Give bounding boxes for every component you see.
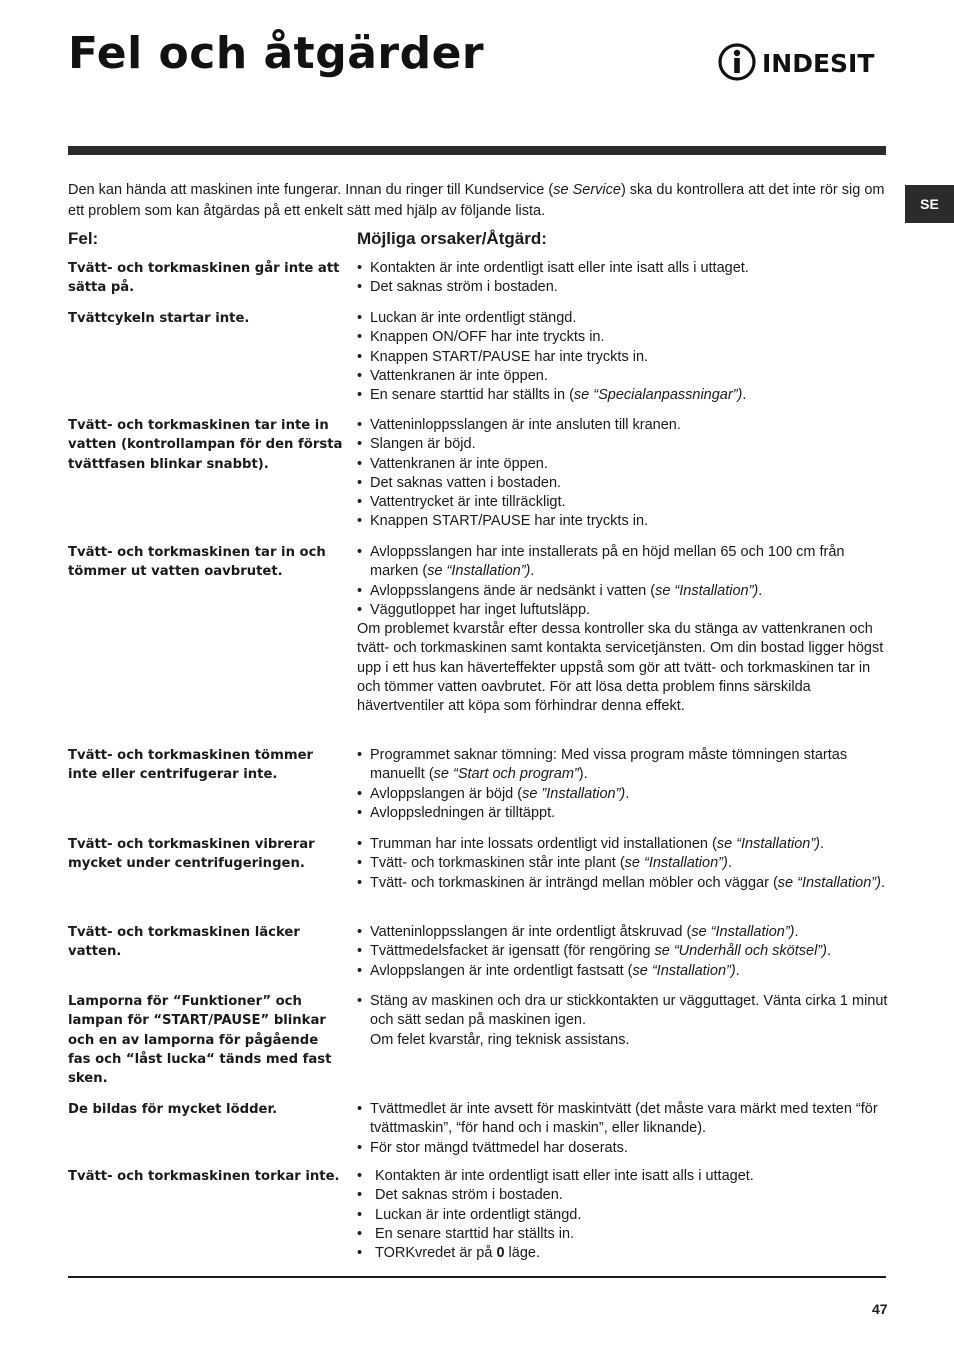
- fault-label: Tvätt- och torkmaskinen vibrerar mycket under centrifugeringen.: [68, 837, 315, 872]
- cause-item: • Vatteninloppsslangen är inte ansluten till kranen.: [357, 416, 888, 435]
- cause-item: • Väggutloppet har inget luftutsläpp.: [357, 601, 888, 620]
- cause-item: • En senare starttid har ställts in (se “Specialanpassningar”).: [357, 386, 888, 405]
- cause-item: • Luckan är inte ordentligt stängd.: [357, 309, 888, 328]
- intro-text-before: Den kan hända att maskinen inte fungerar. Innan du ringer till Kundservice (: [68, 182, 554, 198]
- footer-rule: [68, 1276, 886, 1278]
- causes-column-header: Möjliga orsaker/Åtgärd:: [357, 229, 547, 248]
- fault-label: Tvätt- och torkmaskinen tömmer inte eller centrifugerar inte.: [68, 748, 314, 783]
- indesit-logo-icon: [718, 42, 878, 82]
- intro-text: [68, 180, 888, 222]
- cause-list: [357, 1100, 888, 1158]
- cause-item: • Vattenkranen är inte öppen.: [357, 455, 888, 474]
- cause-list: [357, 1167, 888, 1263]
- cause-item: • Vattentrycket är inte tillräckligt.: [357, 493, 888, 512]
- fault-label: Tvättcykeln startar inte.: [68, 311, 250, 326]
- cause-continuation: Om felet kvarstår, ring teknisk assistans.: [370, 1031, 630, 1048]
- cause-item: • Knappen START/PAUSE har inte tryckts in.: [357, 512, 888, 531]
- cause-note: Om problemet kvarstår efter dessa kontroller ska du stänga av vattenkranen och tvätt- och torkmaskinen samt kontakta servicetjänsten. Om din bostad ligger högst upp i ett hus kan häverteffekter uppstå som gör att tvätt- och torkmaskinen tar in och tömmer vatten oavbrutet. För att lösa detta problem finns särskilda hävertventiler att köpa som förhindrar denna effekt.: [357, 621, 884, 715]
- fault-label: Tvätt- och torkmaskinen tar inte in vatten (kontrollampan för den första tvättfasen blinkar snabbt).: [68, 418, 343, 472]
- cause-list: [357, 543, 888, 717]
- cause-list: [357, 259, 888, 298]
- fault-label: Tvätt- och torkmaskinen tar in och tömmer ut vatten oavbrutet.: [68, 545, 326, 580]
- cause-item: • Avloppsslangen har inte installerats på en höjd mellan 65 och 100 cm från marken (se “Installation”).: [357, 543, 888, 582]
- cause-item: • Stäng av maskinen och dra ur stickkontakten ur vägguttaget. Vänta cirka 1 minut och sätt sedan på maskinen igen. Om felet kvarstår, ring teknisk assistans.: [357, 992, 888, 1050]
- cause-item: • Vattenkranen är inte öppen.: [357, 367, 888, 386]
- fault-label: Tvätt- och torkmaskinen går inte att sätta på.: [68, 261, 340, 296]
- cause-item: • Tvättmedlet är inte avsett för maskintvätt (det måste vara märkt med texten “för tvättmaskin”, “för hand och i maskin”, eller liknande).: [357, 1100, 888, 1139]
- header-rule: [68, 146, 886, 155]
- cause-item: • För stor mängd tvättmedel har doserats.: [357, 1139, 888, 1158]
- cause-item: • Programmet saknar tömning: Med vissa program måste tömningen startas manuellt (se “Start och program”).: [357, 746, 888, 785]
- cause-item: • Avloppsslangens ände är nedsänkt i vatten (se “Installation”).: [357, 582, 888, 601]
- cause-item: • Trumman har inte lossats ordentligt vid installationen (se “Installation”).: [357, 835, 888, 854]
- cause-item: • Kontakten är inte ordentligt isatt eller inte isatt alls i uttaget.: [357, 1167, 888, 1186]
- cause-item: • Avloppslangen är inte ordentligt fastsatt (se “Installation”).: [357, 962, 888, 981]
- cause-item: • En senare starttid har ställts in.: [357, 1225, 888, 1244]
- cause-list: [357, 746, 888, 823]
- cause-item: • Det saknas ström i bostaden.: [357, 278, 888, 297]
- cause-item: • Kontakten är inte ordentligt isatt eller inte isatt alls i uttaget.: [357, 259, 888, 278]
- cause-item: • Tvättmedelsfacket är igensatt (för rengöring se “Underhåll och skötsel”).: [357, 942, 888, 961]
- fault-column-header: Fel:: [68, 229, 99, 248]
- cause-item: • Tvätt- och torkmaskinen står inte plant (se “Installation”).: [357, 854, 888, 873]
- cause-item: • Tvätt- och torkmaskinen är inträngd mellan möbler och väggar (se “Installation”).: [357, 874, 888, 893]
- intro-ref: se Service: [553, 182, 621, 198]
- language-tab: SE: [905, 185, 954, 223]
- cause-item: • Avloppslangen är böjd (se ”Installation”).: [357, 785, 888, 804]
- page-title: Fel och åtgärder: [68, 28, 485, 79]
- fault-label: Tvätt- och torkmaskinen torkar inte.: [68, 1169, 340, 1184]
- cause-item: • Knappen START/PAUSE har inte tryckts in.: [357, 348, 888, 367]
- cause-item: • Avloppsledningen är tilltäppt.: [357, 804, 888, 823]
- cause-list: [357, 923, 888, 981]
- fault-label: Lamporna för “Funktioner” och lampan för “START/PAUSE” blinkar och en av lamporna för pågående fas och “låst lucka“ tänds med fast sken.: [68, 994, 332, 1087]
- cause-item: • TORKvredet är på 0 läge.: [357, 1244, 888, 1263]
- fault-label: De bildas för mycket lödder.: [68, 1102, 278, 1117]
- cause-list: [357, 309, 888, 405]
- cause-item: • Det saknas vatten i bostaden.: [357, 474, 888, 493]
- page-number: 47: [872, 1301, 888, 1317]
- cause-list: [357, 992, 888, 1050]
- intro-text-after: ) ska du kontrollera att det inte rör sig om ett problem som kan åtgärdas på ett enkelt sätt med hjälp av följande lista.: [68, 182, 885, 219]
- cause-item: • Vatteninloppsslangen är inte ordentligt åtskruvad (se “Installation”).: [357, 923, 888, 942]
- cause-item: • Slangen är böjd.: [357, 435, 888, 454]
- fault-label: Tvätt- och torkmaskinen läcker vatten.: [68, 925, 300, 960]
- cause-item: • Luckan är inte ordentligt stängd.: [357, 1206, 888, 1225]
- brand-logo: [718, 42, 878, 82]
- cause-list: [357, 416, 888, 532]
- cause-list: [357, 835, 888, 893]
- cause-item: • Knappen ON/OFF har inte tryckts in.: [357, 328, 888, 347]
- brand-name: INDESIT: [762, 49, 875, 78]
- cause-item: • Det saknas ström i bostaden.: [357, 1186, 888, 1205]
